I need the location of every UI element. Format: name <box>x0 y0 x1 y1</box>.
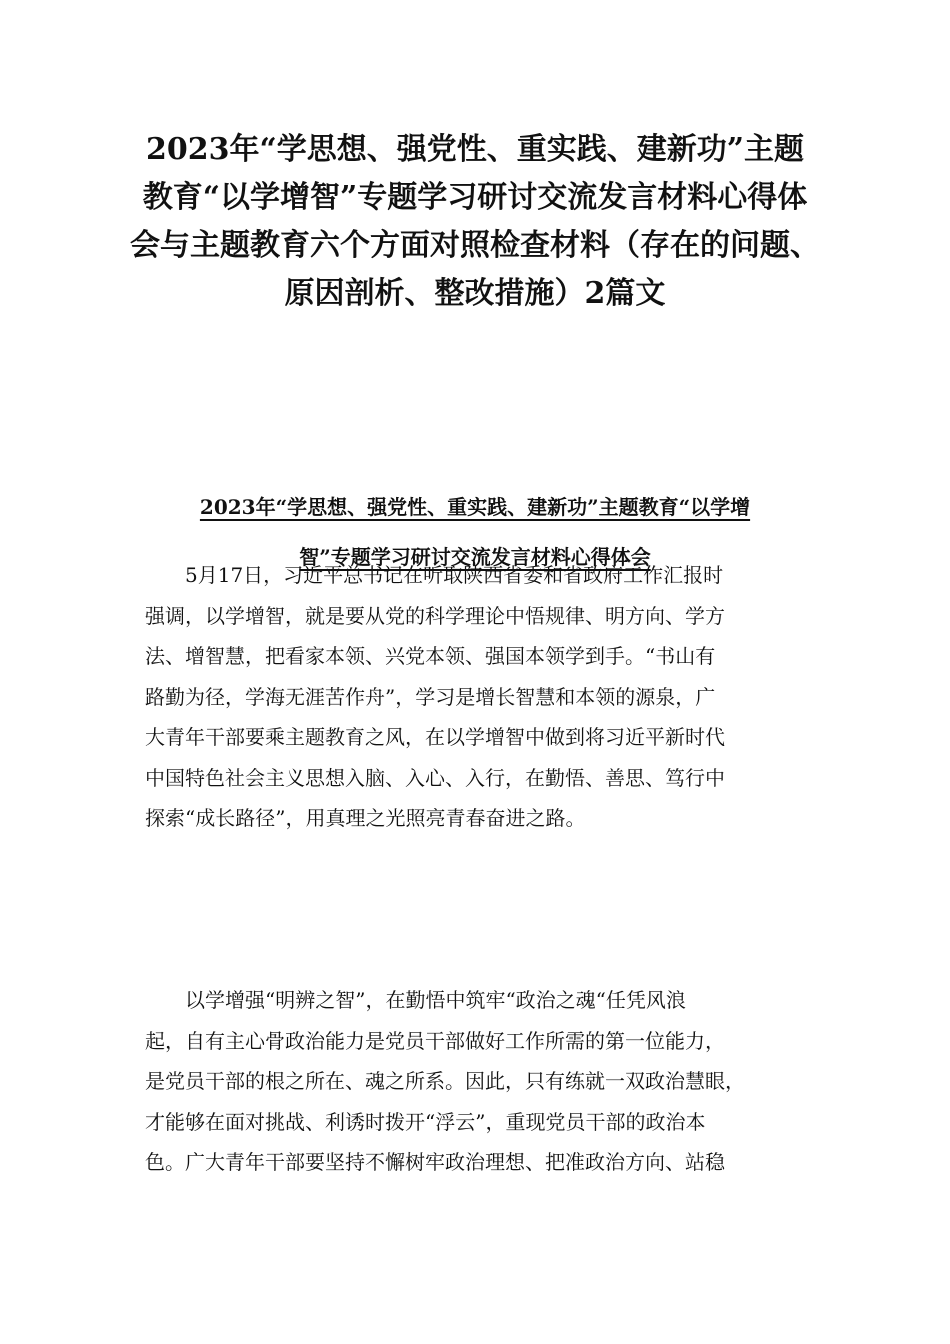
document-title <box>120 126 830 318</box>
paragraph-line: 才能够在面对挑战、利诱时拨开“浮云”，重现党员干部的政治本 <box>145 1109 706 1134</box>
paragraph-line: 路勤为径，学海无涯苦作舟”，学习是增长智慧和本领的源泉，广 <box>145 684 716 709</box>
paragraph-line: 法、增智慧，把看家本领、兴党本领、强国本领学到手。“书山有 <box>145 644 716 668</box>
paragraph-line: 是党员干部的根之所在、魂之所系。因此，只有练就一双政治慧眼， <box>145 1069 745 1093</box>
paragraph-line: 强调，以学增智，就是要从党的科学理论中悟规律、明方向、学方 <box>145 603 725 628</box>
paragraph-line: 中国特色社会主义思想入脑、入心、入行，在勤悟、善思、笃行中 <box>145 765 725 790</box>
body-paragraph-1 <box>145 555 810 839</box>
paragraph-line: 以学增强“明辨之智”，在勤悟中筑牢“政治之魂“任凭风浪 <box>145 988 686 1012</box>
document-title-line: 会与主题教育六个方面对照检查材料（存在的问题、 <box>130 228 820 263</box>
document-title-line: 教育“以学增智”专题学习研讨交流发言材料心得体 <box>142 180 808 215</box>
body-paragraph-2 <box>145 980 810 1183</box>
paragraph-line: 5月17日，习近平总书记在听取陕西省委和省政府工作汇报时 <box>145 563 724 587</box>
paragraph-line: 起，自有主心骨政治能力是党员干部做好工作所需的第一位能力， <box>145 1028 725 1053</box>
paragraph-line: 大青年干部要乘主题教育之风，在以学增智中做到将习近平新时代 <box>145 725 725 749</box>
document-title-line: 2023年“学思想、强党性、重实践、建新功”主题 <box>145 132 804 167</box>
paragraph-line: 探索“成长路径”，用真理之光照亮青春奋进之路。 <box>145 806 586 830</box>
paragraph-line: 色。广大青年干部要坚持不懈树牢政治理想、把准政治方向、站稳 <box>145 1150 725 1174</box>
section-title-line: 2023年“学思想、强党性、重实践、建新功”主题教育“以学增 <box>199 495 751 519</box>
section-title-line: 智”专题学习研讨交流发言材料心得体会 <box>299 545 651 569</box>
document-title-line: 原因剖析、整改措施）2篇文 <box>284 276 666 311</box>
